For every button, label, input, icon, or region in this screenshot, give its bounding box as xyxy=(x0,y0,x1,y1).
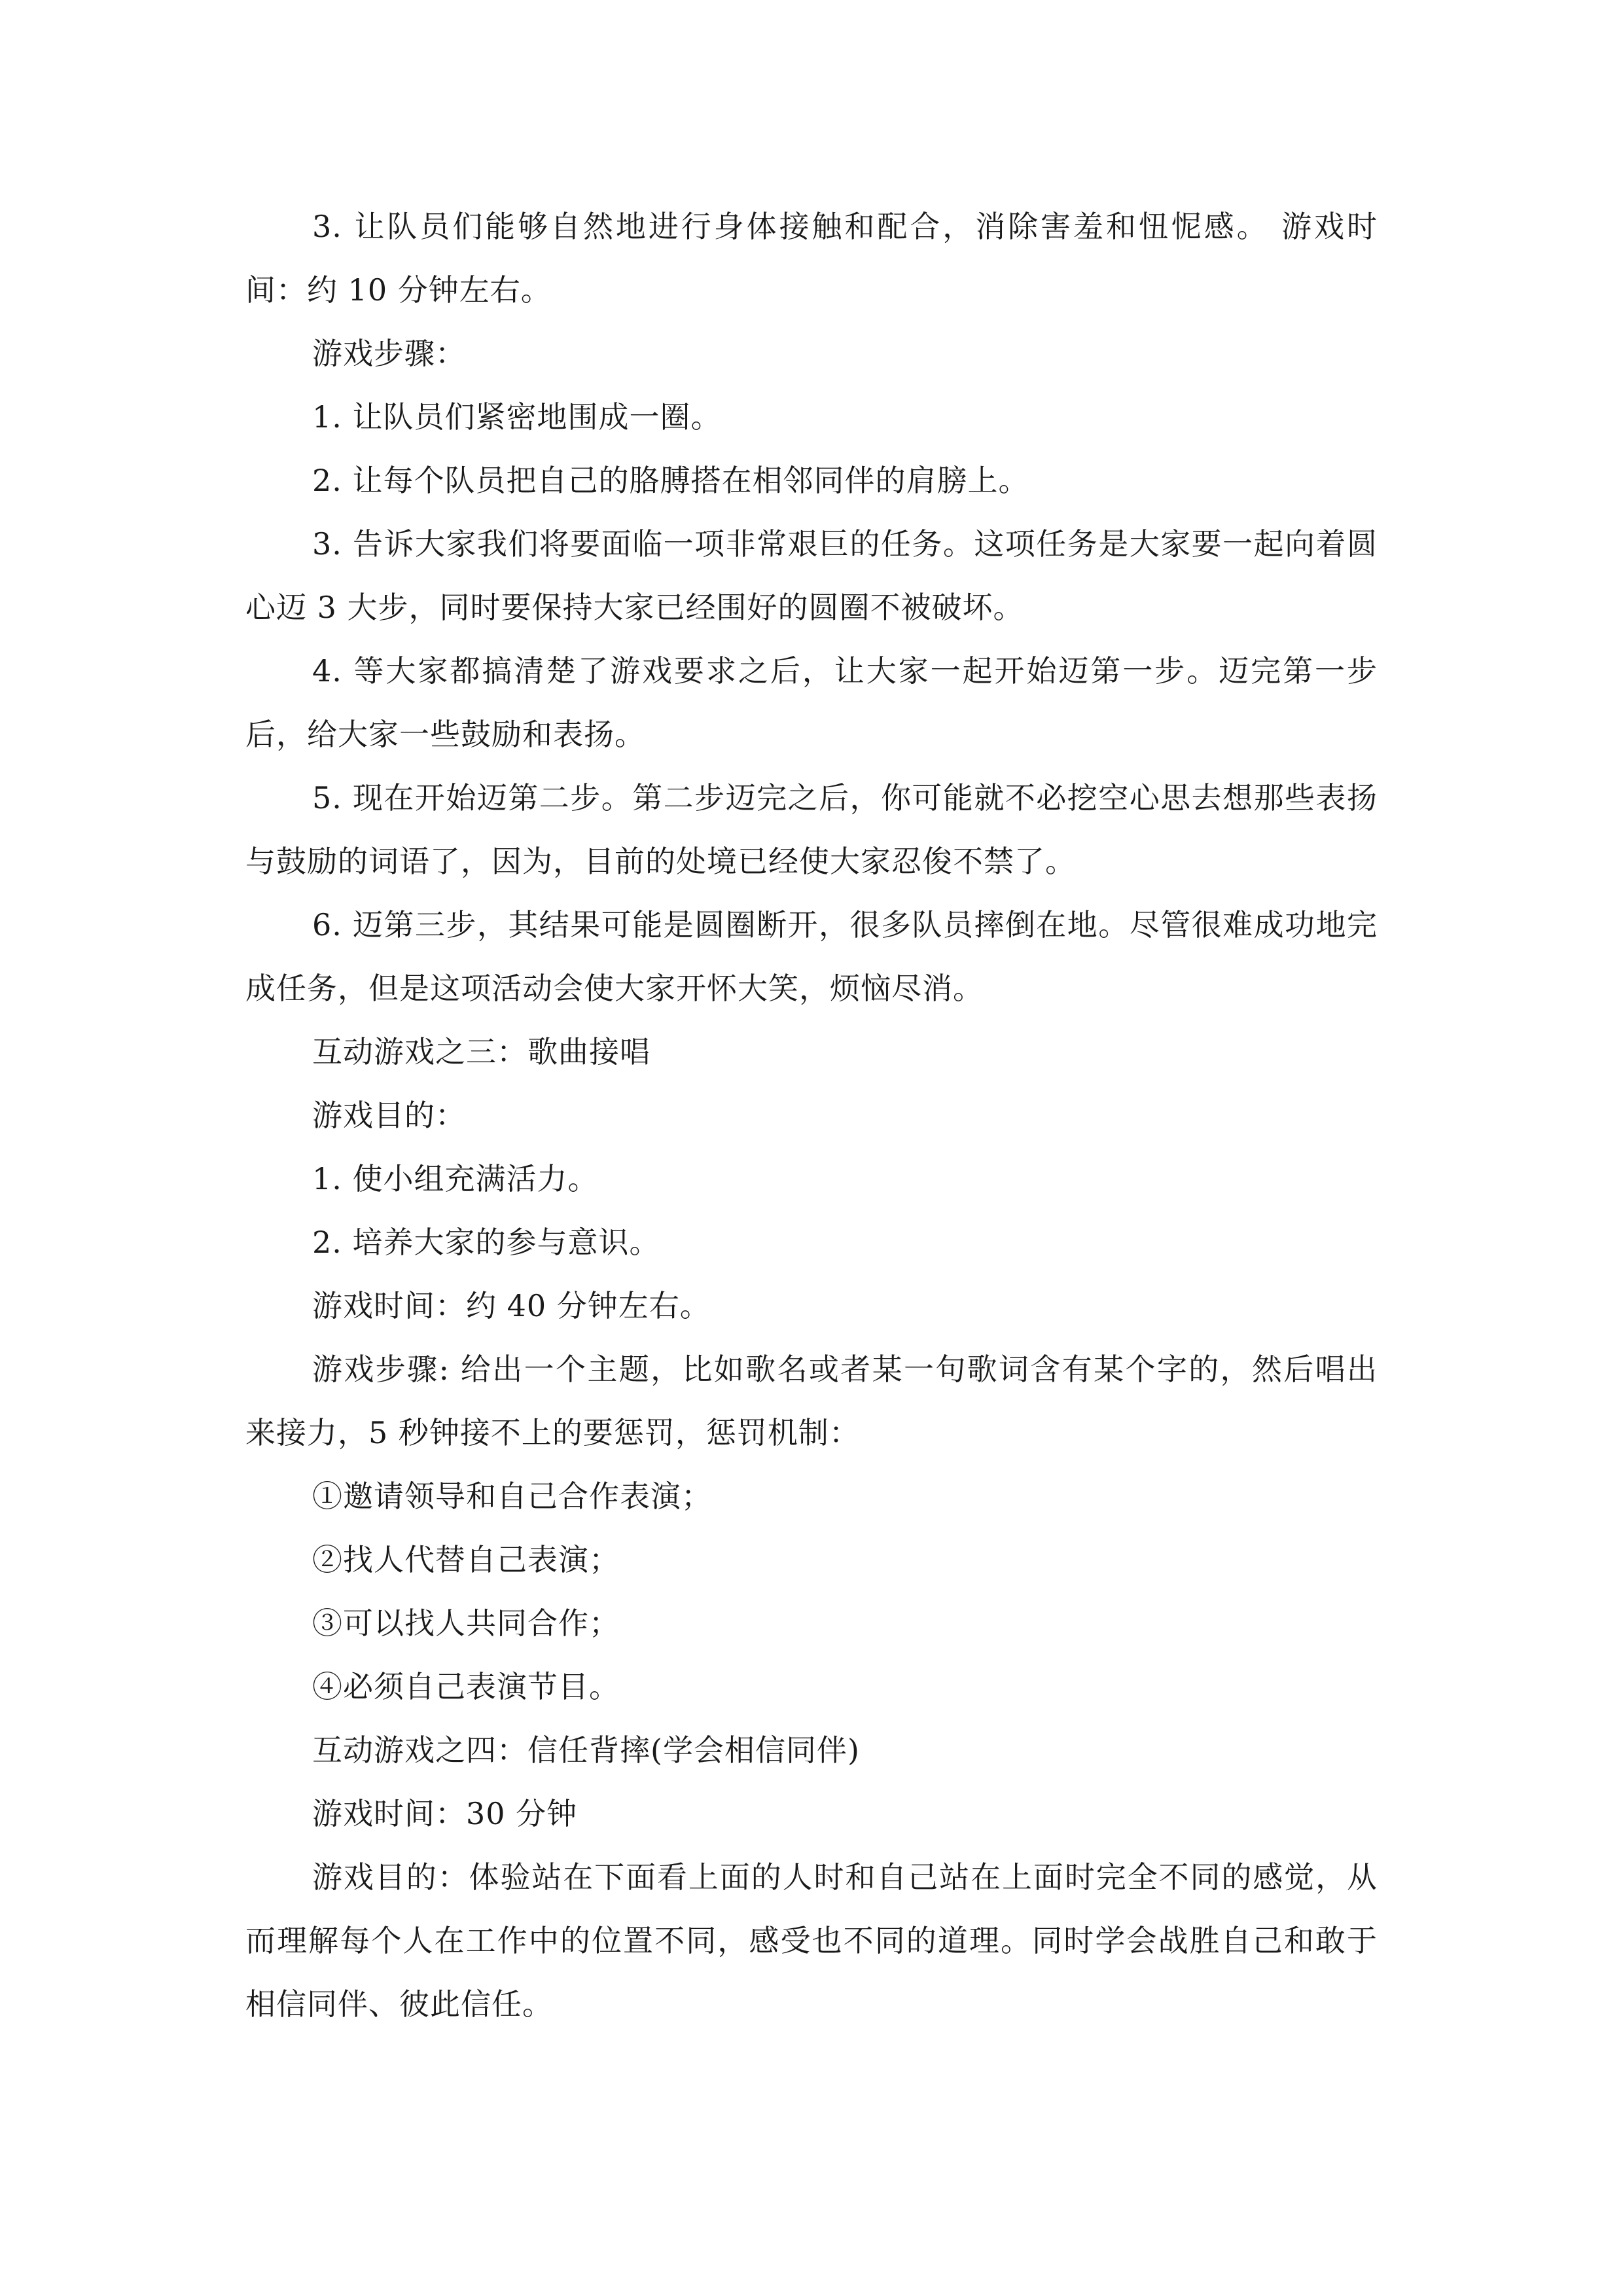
paragraph: 2. 让每个队员把自己的胳膊搭在相邻同伴的肩膀上。 xyxy=(312,463,1029,498)
paragraph: ②找人代替自己表演； xyxy=(312,1542,620,1577)
paragraph: ④必须自己表演节目。 xyxy=(312,1669,620,1704)
paragraph: 4. 等大家都搞清楚了游戏要求之后，让大家一起开始迈第一步。迈完第一步后，给大家一些鼓励和表扬。 xyxy=(245,653,1378,752)
paragraph: 游戏目的： xyxy=(312,1098,466,1133)
paragraph: 6. 迈第三步，其结果可能是圆圈断开，很多队员摔倒在地。尽管很难成功地完成任务，但是这项活动会使大家开怀大笑，烦恼尽消。 xyxy=(245,907,1378,1006)
paragraph: 1. 使小组充满活力。 xyxy=(312,1161,599,1196)
section-heading: 互动游戏之四：信任背摔(学会相信同伴) xyxy=(312,1732,860,1768)
paragraph: 3. 告诉大家我们将要面临一项非常艰巨的任务。这项任务是大家要一起向着圆心迈 3 大步，同时要保持大家已经围好的圆圈不被破坏。 xyxy=(245,526,1378,625)
paragraph: 游戏时间：30 分钟 xyxy=(312,1796,578,1831)
paragraph: ③可以找人共同合作； xyxy=(312,1605,620,1641)
paragraph: 1. 让队员们紧密地围成一圈。 xyxy=(312,399,722,435)
paragraph: 3. 让队员们能够自然地进行身体接触和配合，消除害羞和忸怩感。 游戏时间：约 10 分钟左右。 xyxy=(245,209,1378,308)
paragraph: 5. 现在开始迈第二步。第二步迈完之后，你可能就不必挖空心思去想那些表扬与鼓励的词语了，因为，目前的处境已经使大家忍俊不禁了。 xyxy=(245,780,1378,879)
document-page xyxy=(245,195,1378,2036)
paragraph: 游戏步骤: 给出一个主题，比如歌名或者某一句歌词含有某个字的，然后唱出来接力，5 秒钟接不上的要惩罚，惩罚机制： xyxy=(245,1352,1378,1450)
paragraph: 2. 培养大家的参与意识。 xyxy=(312,1225,660,1260)
paragraph: 游戏步骤： xyxy=(312,336,466,371)
paragraph: 游戏时间：约 40 分钟左右。 xyxy=(312,1288,711,1323)
paragraph: ①邀请领导和自己合作表演； xyxy=(312,1479,712,1514)
paragraph: 游戏目的：体验站在下面看上面的人时和自己站在上面时完全不同的感觉，从而理解每个人在工作中的位置不同，感受也不同的道理。同时学会战胜自己和敢于相信同伴、彼此信任。 xyxy=(245,1859,1378,2022)
section-heading: 互动游戏之三：歌曲接唱 xyxy=(312,1034,651,1069)
